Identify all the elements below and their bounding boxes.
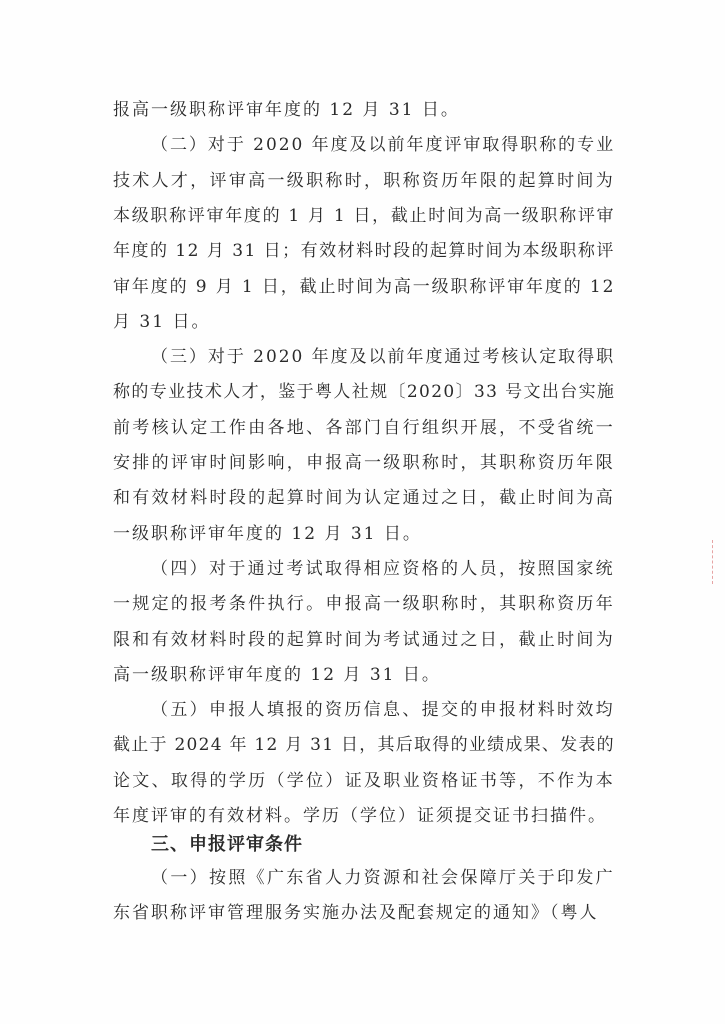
seal-edge-mark — [712, 540, 717, 584]
text-line: 称的专业技术人才，鉴于粤人社规〔2020〕33 号文出台实施 — [113, 382, 616, 403]
text-line: 本级职称评审年度的 1 月 1 日，截止时间为高一级职称评审 — [113, 205, 616, 226]
text-line: 截止于 2024 年 12 月 31 日，其后取得的业绩成果、发表的 — [113, 735, 615, 756]
section-heading: 三、申报评审条件 — [151, 834, 303, 855]
text-line: 报高一级职称评审年度的 12 月 31 日。 — [113, 100, 460, 120]
text-line: 和有效材料时段的起算时间为认定通过之日，截止时间为高 — [113, 488, 615, 509]
text-line: 安排的评审时间影响，申报高一级职称时，其职称资历年限 — [113, 453, 615, 473]
text-line: 年度评审的有效材料。学历（学位）证须提交证书扫描件。 — [113, 806, 607, 826]
text-line: （四）对于通过考试取得相应资格的人员，按照国家统 — [151, 558, 615, 579]
text-line: 一规定的报考条件执行。申报高一级职称时，其职称资历年 — [113, 594, 615, 615]
text-line: 技术人才，评审高一级职称时，职称资历年限的起算时间为 — [113, 170, 615, 191]
text-line: 月 31 日。 — [113, 311, 211, 332]
text-line: （五）申报人填报的资历信息、提交的申报材料时效均 — [151, 700, 615, 721]
text-line: 限和有效材料时段的起算时间为考试通过之日，截止时间为 — [113, 629, 615, 650]
text-line: 高一级职称评审年度的 12 月 31 日。 — [113, 664, 441, 685]
text-line: （三）对于 2020 年度及以前年度通过考核认定取得职 — [151, 347, 616, 368]
text-line: 论文、取得的学历（学位）证及职业资格证书等，不作为本 — [113, 770, 615, 791]
text-line: 年度的 12 月 31 日；有效材料时段的起算时间为本级职称评 — [113, 241, 615, 262]
text-line: 前考核认定工作由各地、各部门自行组织开展，不受省统一 — [113, 417, 615, 438]
text-line: （二）对于 2020 年度及以前年度评审取得职称的专业 — [151, 135, 616, 156]
text-line: 审年度的 9 月 1 日，截止时间为高一级职称评审年度的 12 — [113, 276, 616, 297]
text-line: （一）按照《广东省人力资源和社会保障厅关于印发广 — [151, 868, 615, 888]
text-line: 东省职称评审管理服务实施办法及配套规定的通知》（粤人 — [113, 903, 599, 924]
text-line: 一级职称评审年度的 12 月 31 日。 — [113, 523, 422, 544]
